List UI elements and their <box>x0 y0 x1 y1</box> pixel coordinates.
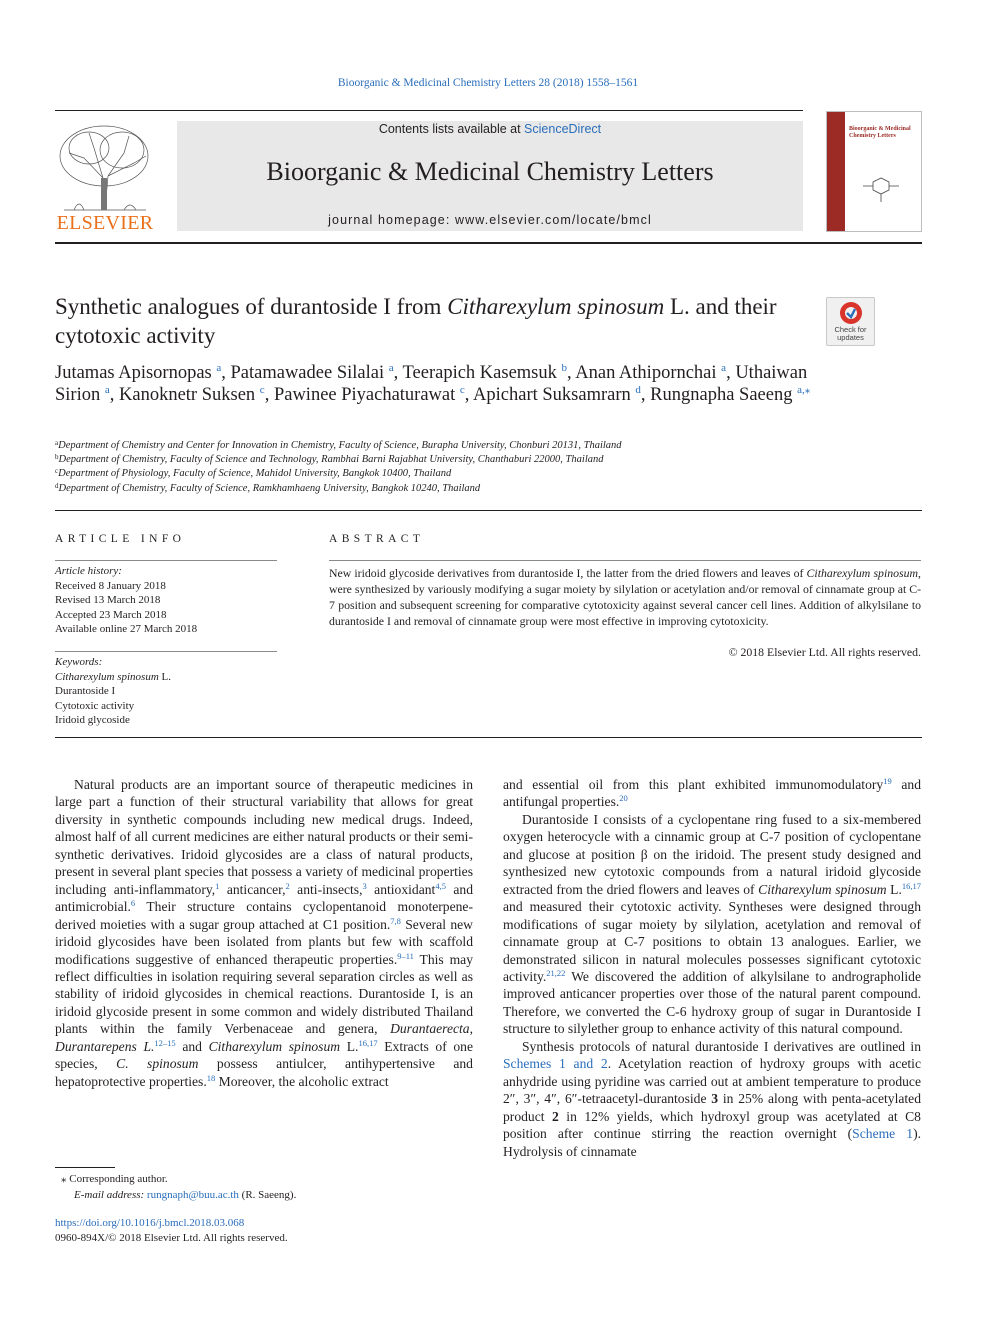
author-separator: , <box>109 385 119 405</box>
author-separator: , <box>640 385 651 405</box>
text-run: ). Hydrolysis of cinnamate <box>503 1126 921 1159</box>
affiliation-item <box>55 467 925 481</box>
author-affiliation-marker[interactable]: c <box>259 384 265 396</box>
compound-number: 3 <box>711 1091 719 1107</box>
affiliation-list <box>55 439 925 496</box>
history-item: Received 8 January 2018 <box>55 579 166 592</box>
author-affiliation-marker[interactable]: a <box>216 362 222 374</box>
abstract-part-1: New iridoid glycoside derivatives from durantoside I, the latter from the dried flowers and leaves of <box>329 566 807 580</box>
citation-link[interactable]: 7,8 <box>390 915 401 926</box>
email-label: E-mail address: <box>74 1189 147 1201</box>
article-title <box>55 292 815 350</box>
affiliation-text: Department of Chemistry and Center for Innovation in Chemistry, Faculty of Science, Burapha University, Chonburi 20131, Thailand <box>58 440 622 451</box>
body-column-left <box>55 776 473 1090</box>
author-name[interactable]: Anan Athipornchai <box>575 363 717 383</box>
citation-link[interactable]: 9–11 <box>397 950 414 961</box>
journal-reference[interactable]: Bioorganic & Medicinal Chemistry Letters 28 (2018) 1558–1561 <box>337 77 639 89</box>
citation-link[interactable]: 1 <box>215 880 220 891</box>
body-paragraph <box>503 1038 921 1160</box>
sciencedirect-link[interactable]: ScienceDirect <box>524 122 602 136</box>
history-label: Article history: <box>55 565 122 577</box>
author-affiliation-marker[interactable]: c <box>459 384 465 396</box>
author-separator: , <box>567 363 576 383</box>
scheme-link[interactable]: Schemes 1 and 2 <box>503 1056 608 1072</box>
contents-prefix: Contents lists available at <box>378 122 525 136</box>
author-affiliation-marker[interactable]: a <box>104 384 110 396</box>
homepage-link[interactable]: www.elsevier.com/locate/bmcl <box>455 213 652 227</box>
crossmark-icon <box>839 301 863 325</box>
keywords-rule <box>55 651 277 652</box>
citation-link[interactable]: 16,17 <box>901 880 921 891</box>
citation-link[interactable]: 19 <box>883 776 892 786</box>
species-name: Durantaerecta <box>390 1021 470 1037</box>
text-run: . Acetylation reaction of hydroxy groups with acetic anhydride using pyridine was carried out at ambient temperature to produce 2″, 3″, 4″, 6″-tetraacetyl-durantoside <box>503 1056 921 1107</box>
citation-link[interactable]: 20 <box>619 793 628 804</box>
corresponding-author-note: ⁎ Corresponding author. <box>61 1173 168 1185</box>
citation-link[interactable]: 2 <box>285 880 290 891</box>
author-affiliation-marker[interactable]: d <box>635 384 641 396</box>
text-run: and essential oil from this plant exhibited immunomodulatory <box>503 777 884 792</box>
author-separator: , <box>221 363 231 383</box>
body-column-right <box>503 776 921 1160</box>
author-separator: , <box>264 385 274 405</box>
title-part-1: Synthetic analogues of durantoside I from <box>55 294 448 319</box>
citation-link[interactable]: 18 <box>206 1072 216 1083</box>
species-name: Durantarepens L. <box>55 1038 155 1054</box>
crossmark-label: Check for updates <box>834 325 867 342</box>
body-paragraph <box>503 811 921 1038</box>
citation-link[interactable]: 6 <box>130 898 136 909</box>
author-name[interactable]: Kanoknetr Suksen <box>119 385 256 405</box>
author-list <box>55 362 815 406</box>
body-paragraph <box>503 776 921 811</box>
author-affiliation-marker[interactable]: a <box>388 362 394 374</box>
abstract-text <box>329 565 921 629</box>
author-separator: , <box>464 385 474 405</box>
keyword-item[interactable]: Cytotoxic activity <box>55 699 135 712</box>
author-affiliation-marker[interactable]: b <box>561 362 568 374</box>
citation-link[interactable]: 16,17 <box>358 1037 378 1048</box>
author-name[interactable]: Jutamas Apisornopas <box>55 363 212 383</box>
body-paragraph <box>55 776 473 1090</box>
cover-band <box>827 112 845 232</box>
text-run: Synthesis protocols of natural durantoside I derivatives are outlined in <box>522 1038 921 1054</box>
text-run: Several new iridoid glycosides have been isolated from plants but few with scaffold modifications suggestive of enhanced therapeutic properties. <box>55 916 473 967</box>
text-run: and antifungal properties. <box>503 777 921 810</box>
text-run: Moreover, the alcoholic extract <box>215 1073 389 1089</box>
affiliation-item <box>55 439 925 453</box>
contents-line <box>177 121 803 136</box>
text-run: We discovered the addition of alkylsilane to andrographolide improved anticancer properties over those of the natural parent compound. Therefore, we converted the C-6 hydroxy group of sugar in Durantoside I structure to silylether group to enhance activity of this natural compound. <box>503 968 921 1037</box>
title-species: Citharexylum spinosum <box>447 294 665 319</box>
doi-block <box>55 1216 485 1245</box>
species-name: C. spinosum <box>116 1056 199 1072</box>
header-thick-rule <box>55 242 922 244</box>
title-part-2: L. and their cytotoxic activity <box>55 294 777 348</box>
text-run: and antimicrobial. <box>55 881 473 915</box>
doi-link[interactable]: https://doi.org/10.1016/j.bmcl.2018.03.068 <box>55 1217 245 1229</box>
header-rule <box>55 110 803 111</box>
article-info-rule <box>55 560 277 561</box>
text-run: Their structure contains cyclopentanoid monoterpene-derived moieties with a sugar group attached at C1 position. <box>55 899 473 932</box>
text-run: and measured their cytotoxic activity. Syntheses were designed through modifications of sugar moiety by silylation, acetylation and removal of cinnamate group at C-7 positions to obtain 13 analogues. Earlier, we demonstrated silicon in natural molecules possesses significant cytotoxic activity. <box>503 899 921 984</box>
text-run: , <box>469 1021 473 1037</box>
journal-homepage <box>177 213 803 227</box>
author-separator: , <box>393 363 403 383</box>
text-run: L. <box>340 1038 359 1054</box>
affiliation-marker: c <box>55 467 59 476</box>
affiliation-marker: b <box>55 453 59 462</box>
footnotes <box>55 1171 485 1203</box>
author-name[interactable]: Apichart Suksamrarn <box>473 385 631 405</box>
journal-banner <box>177 121 803 231</box>
email-link[interactable]: rungnaph@buu.ac.th <box>146 1189 239 1201</box>
affiliation-item <box>55 482 925 496</box>
article-info-heading: ARTICLE INFO <box>55 533 186 545</box>
text-run: This may reflect difficulties in isolation requiring several separation circles as well as stability of iridoid glycosides in chemical reactions. Durantoside I, is an iridoid glycoside present in some common and widely distributed Thailand plants within the family Verbenaceae and genera, <box>55 951 473 1037</box>
affiliation-item <box>55 453 925 467</box>
abstract-part-2: , were synthesized by variously modifying a sugar moiety by silylation or acetylation and/or removal of cinnamate group at C-7 position and subsequent screening for comparative cytotoxicity against several cancer cell lines. Addition of alkylsilane to durantoside I and removal of cinnamate group were most effective in improving cytotoxicity. <box>329 566 921 628</box>
affiliation-text: Department of Chemistry, Faculty of Science and Technology, Rambhai Barni Rajabhat University, Chanthaburi 22000, Thailand <box>58 454 604 466</box>
cover-title: Bioorganic & Medicinal Chemistry Letters <box>849 126 911 139</box>
citation-link[interactable]: 21,22 <box>546 967 566 978</box>
affiliation-marker: d <box>55 481 59 490</box>
abstract-species: Citharexylum spinosum <box>806 566 919 580</box>
homepage-prefix: journal homepage: <box>328 213 455 227</box>
text-run: anti-insects, <box>289 881 363 897</box>
text-run: possess antiulcer, antihypertensive and hepatoprotective properties. <box>55 1056 473 1089</box>
text-run: in 12% yields, which hydroxyl group was acetylated at C8 position after continue stirring the reaction overnight ( <box>503 1108 921 1142</box>
author-name[interactable]: Teerapich Kasemsuk <box>402 363 557 383</box>
email-note <box>55 1187 485 1203</box>
author-name[interactable]: Pawinee Piyachaturawat <box>273 385 456 405</box>
abstract-rule <box>329 560 921 561</box>
author-name[interactable]: Rungnapha Saeeng <box>650 385 793 405</box>
elsevier-wordmark: ELSEVIER <box>56 212 154 234</box>
info-top-rule <box>55 510 922 511</box>
keywords-label: Keywords: <box>55 656 103 668</box>
author-name[interactable]: Uthaiwan Sirion <box>55 363 808 405</box>
keyword-item[interactable]: Durantoside I <box>55 685 116 697</box>
text-run: L. <box>886 881 902 897</box>
keyword-item[interactable]: Iridoid glycoside <box>55 714 130 726</box>
history-item: Revised 13 March 2018 <box>55 594 161 606</box>
compound-number: 2 <box>552 1108 559 1124</box>
species-name: Citharexylum spinosum <box>208 1038 341 1054</box>
species-name: Citharexylum spinosum <box>758 881 887 897</box>
text-run: anticancer, <box>219 881 286 897</box>
cover-structure-icon <box>861 172 911 208</box>
text-run: in 25% along with penta-acetylated product <box>503 1091 921 1124</box>
affiliation-marker: a <box>55 439 59 447</box>
keywords-list <box>55 655 277 728</box>
text-run: Natural products are an important source of therapeutic medicines in large part a function of their structural variability that allows for great diversity in synthetic compounds including new medical drugs. Indeed, almost half of all current medicines are either natural products or their semi-synthetic derivatives. Iridoid glycosides are a class of natural products, present in several plant species that possess a variety of medicinal properties including anti-inflammatory, <box>55 777 473 897</box>
footnote-rule <box>55 1167 115 1168</box>
text-run: Durantoside I consists of a cyclopentane ring fused to a six-membered oxygen heterocycle with a cinnamic group at C-7 position of cyclopentane and glucose at position β on the iridoid. The present study designed and synthesized new cytotoxic compounds from a natural iridoid glycoside extracted from the dried flowers and leaves of <box>503 811 921 897</box>
author-name[interactable]: Patamawadee Silalai <box>230 363 385 383</box>
journal-title: Bioorganic & Medicinal Chemistry Letters <box>266 157 714 186</box>
journal-cover-thumbnail[interactable] <box>826 111 922 232</box>
author-affiliation-marker[interactable]: a <box>721 362 727 374</box>
email-suffix: (R. Saeeng). <box>238 1189 297 1201</box>
author-affiliation-marker[interactable]: a,⁎ <box>797 384 811 396</box>
abstract-copyright: © 2018 Elsevier Ltd. All rights reserved. <box>728 645 921 659</box>
issn-line: 0960-894X/© 2018 Elsevier Ltd. All rights reserved. <box>55 1231 288 1244</box>
affiliation-text: Department of Physiology, Faculty of Science, Mahidol University, Bangkok 10400, Thailand <box>58 468 452 480</box>
author-separator: , <box>726 363 736 383</box>
text-run: Extracts of one species, <box>55 1038 473 1072</box>
affiliation-text: Department of Chemistry, Faculty of Science, Ramkhamhaeng University, Bangkok 10240, Thailand <box>58 482 481 494</box>
scheme-link[interactable]: Scheme 1 <box>852 1126 914 1142</box>
citation-link[interactable]: 4,5 <box>435 880 446 891</box>
keyword-item[interactable]: Citharexylum spinosum L. <box>55 670 172 683</box>
abstract-heading: ABSTRACT <box>329 533 425 545</box>
citation-link[interactable]: 12–15 <box>154 1037 176 1048</box>
history-item: Available online 27 March 2018 <box>55 623 198 635</box>
article-history <box>55 564 277 637</box>
history-item: Accepted 23 March 2018 <box>55 608 167 621</box>
text-run: and <box>175 1038 209 1054</box>
abstract-bottom-rule <box>55 737 922 738</box>
citation-link[interactable]: 3 <box>362 880 367 891</box>
crossmark-button[interactable] <box>826 297 875 346</box>
text-run: antioxidant <box>366 881 436 897</box>
